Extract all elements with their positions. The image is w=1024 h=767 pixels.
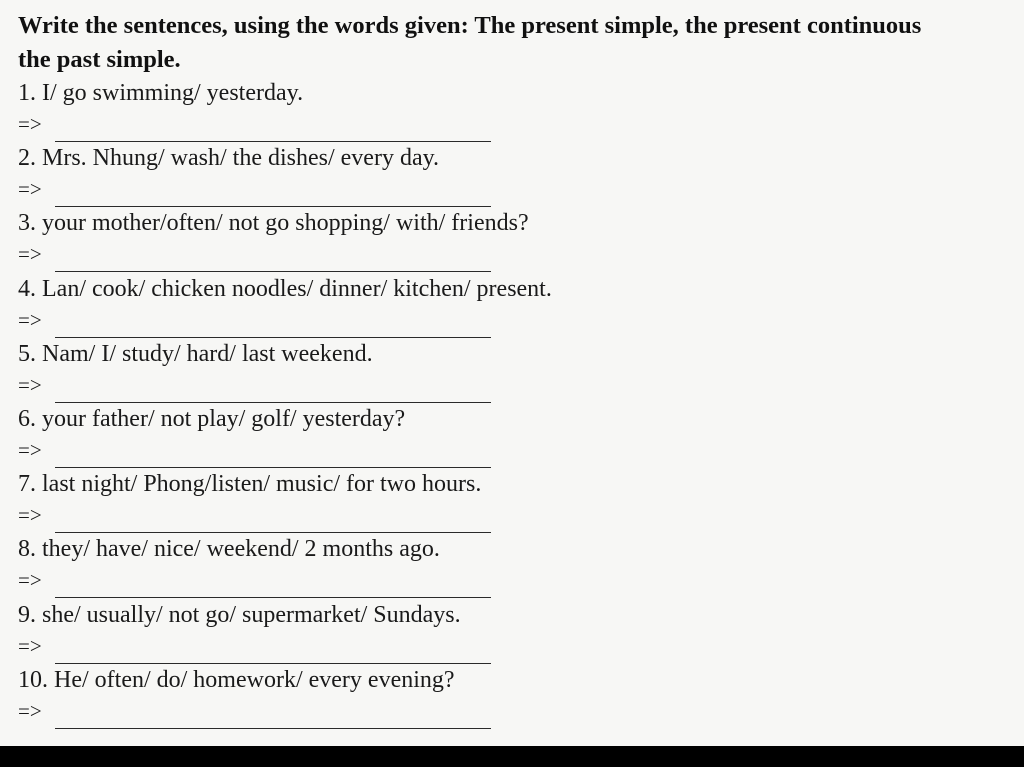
instruction-line-2: the past simple. bbox=[18, 46, 181, 73]
answer-arrow: => bbox=[18, 633, 42, 658]
exercise-prompt: 5. Nam/ I/ study/ hard/ last weekend. bbox=[18, 340, 373, 367]
exercise-item-5 bbox=[18, 337, 1008, 402]
answer-arrow: => bbox=[18, 372, 42, 397]
instruction-line-1: Write the sentences, using the words given: The present simple, the present continuous bbox=[18, 12, 922, 39]
exercise-prompt: 10. He/ often/ do/ homework/ every evening? bbox=[18, 666, 455, 693]
answer-arrow: => bbox=[18, 568, 42, 593]
answer-arrow: => bbox=[18, 503, 42, 528]
exercise-item-4 bbox=[18, 272, 1008, 337]
exercise-item-8 bbox=[18, 532, 1008, 597]
exercise-list bbox=[18, 76, 1008, 728]
answer-row bbox=[18, 176, 498, 206]
exercise-prompt: 3. your mother/often/ not go shopping/ with/ friends? bbox=[18, 210, 529, 237]
instruction-heading bbox=[18, 9, 1024, 77]
exercise-prompt: 6. your father/ not play/ golf/ yesterday? bbox=[18, 405, 406, 432]
exercise-item-7 bbox=[18, 467, 1008, 532]
exercise-item-2 bbox=[18, 141, 1008, 206]
answer-row bbox=[18, 111, 498, 141]
answer-arrow: => bbox=[18, 112, 42, 136]
answer-arrow: => bbox=[18, 307, 42, 332]
bottom-black-band bbox=[0, 746, 1024, 767]
answer-arrow: => bbox=[18, 437, 42, 462]
exercise-prompt: 2. Mrs. Nhung/ wash/ the dishes/ every day. bbox=[18, 145, 440, 172]
exercise-prompt: 4. Lan/ cook/ chicken noodles/ dinner/ kitchen/ present. bbox=[18, 275, 552, 302]
exercise-item-10 bbox=[18, 663, 1008, 728]
answer-row bbox=[18, 502, 498, 532]
exercise-item-9 bbox=[18, 598, 1008, 663]
answer-row bbox=[18, 307, 498, 337]
answer-blank[interactable] bbox=[55, 728, 491, 729]
answer-arrow: => bbox=[18, 242, 42, 267]
exercise-prompt: 9. she/ usually/ not go/ supermarket/ Sundays. bbox=[18, 601, 461, 628]
exercise-prompt: 1. I/ go swimming/ yesterday. bbox=[18, 80, 304, 106]
answer-row bbox=[18, 567, 498, 597]
answer-row bbox=[18, 698, 498, 728]
exercise-item-3 bbox=[18, 206, 1008, 271]
answer-arrow: => bbox=[18, 698, 42, 723]
answer-row bbox=[18, 633, 498, 663]
exercise-prompt: 8. they/ have/ nice/ weekend/ 2 months ago. bbox=[18, 536, 440, 563]
exercise-prompt: 7. last night/ Phong/listen/ music/ for two hours. bbox=[18, 471, 482, 498]
answer-row bbox=[18, 241, 498, 271]
answer-row bbox=[18, 437, 498, 467]
exercise-item-6 bbox=[18, 402, 1008, 467]
answer-arrow: => bbox=[18, 177, 42, 202]
exercise-item-1 bbox=[18, 76, 1008, 141]
answer-row bbox=[18, 372, 498, 402]
